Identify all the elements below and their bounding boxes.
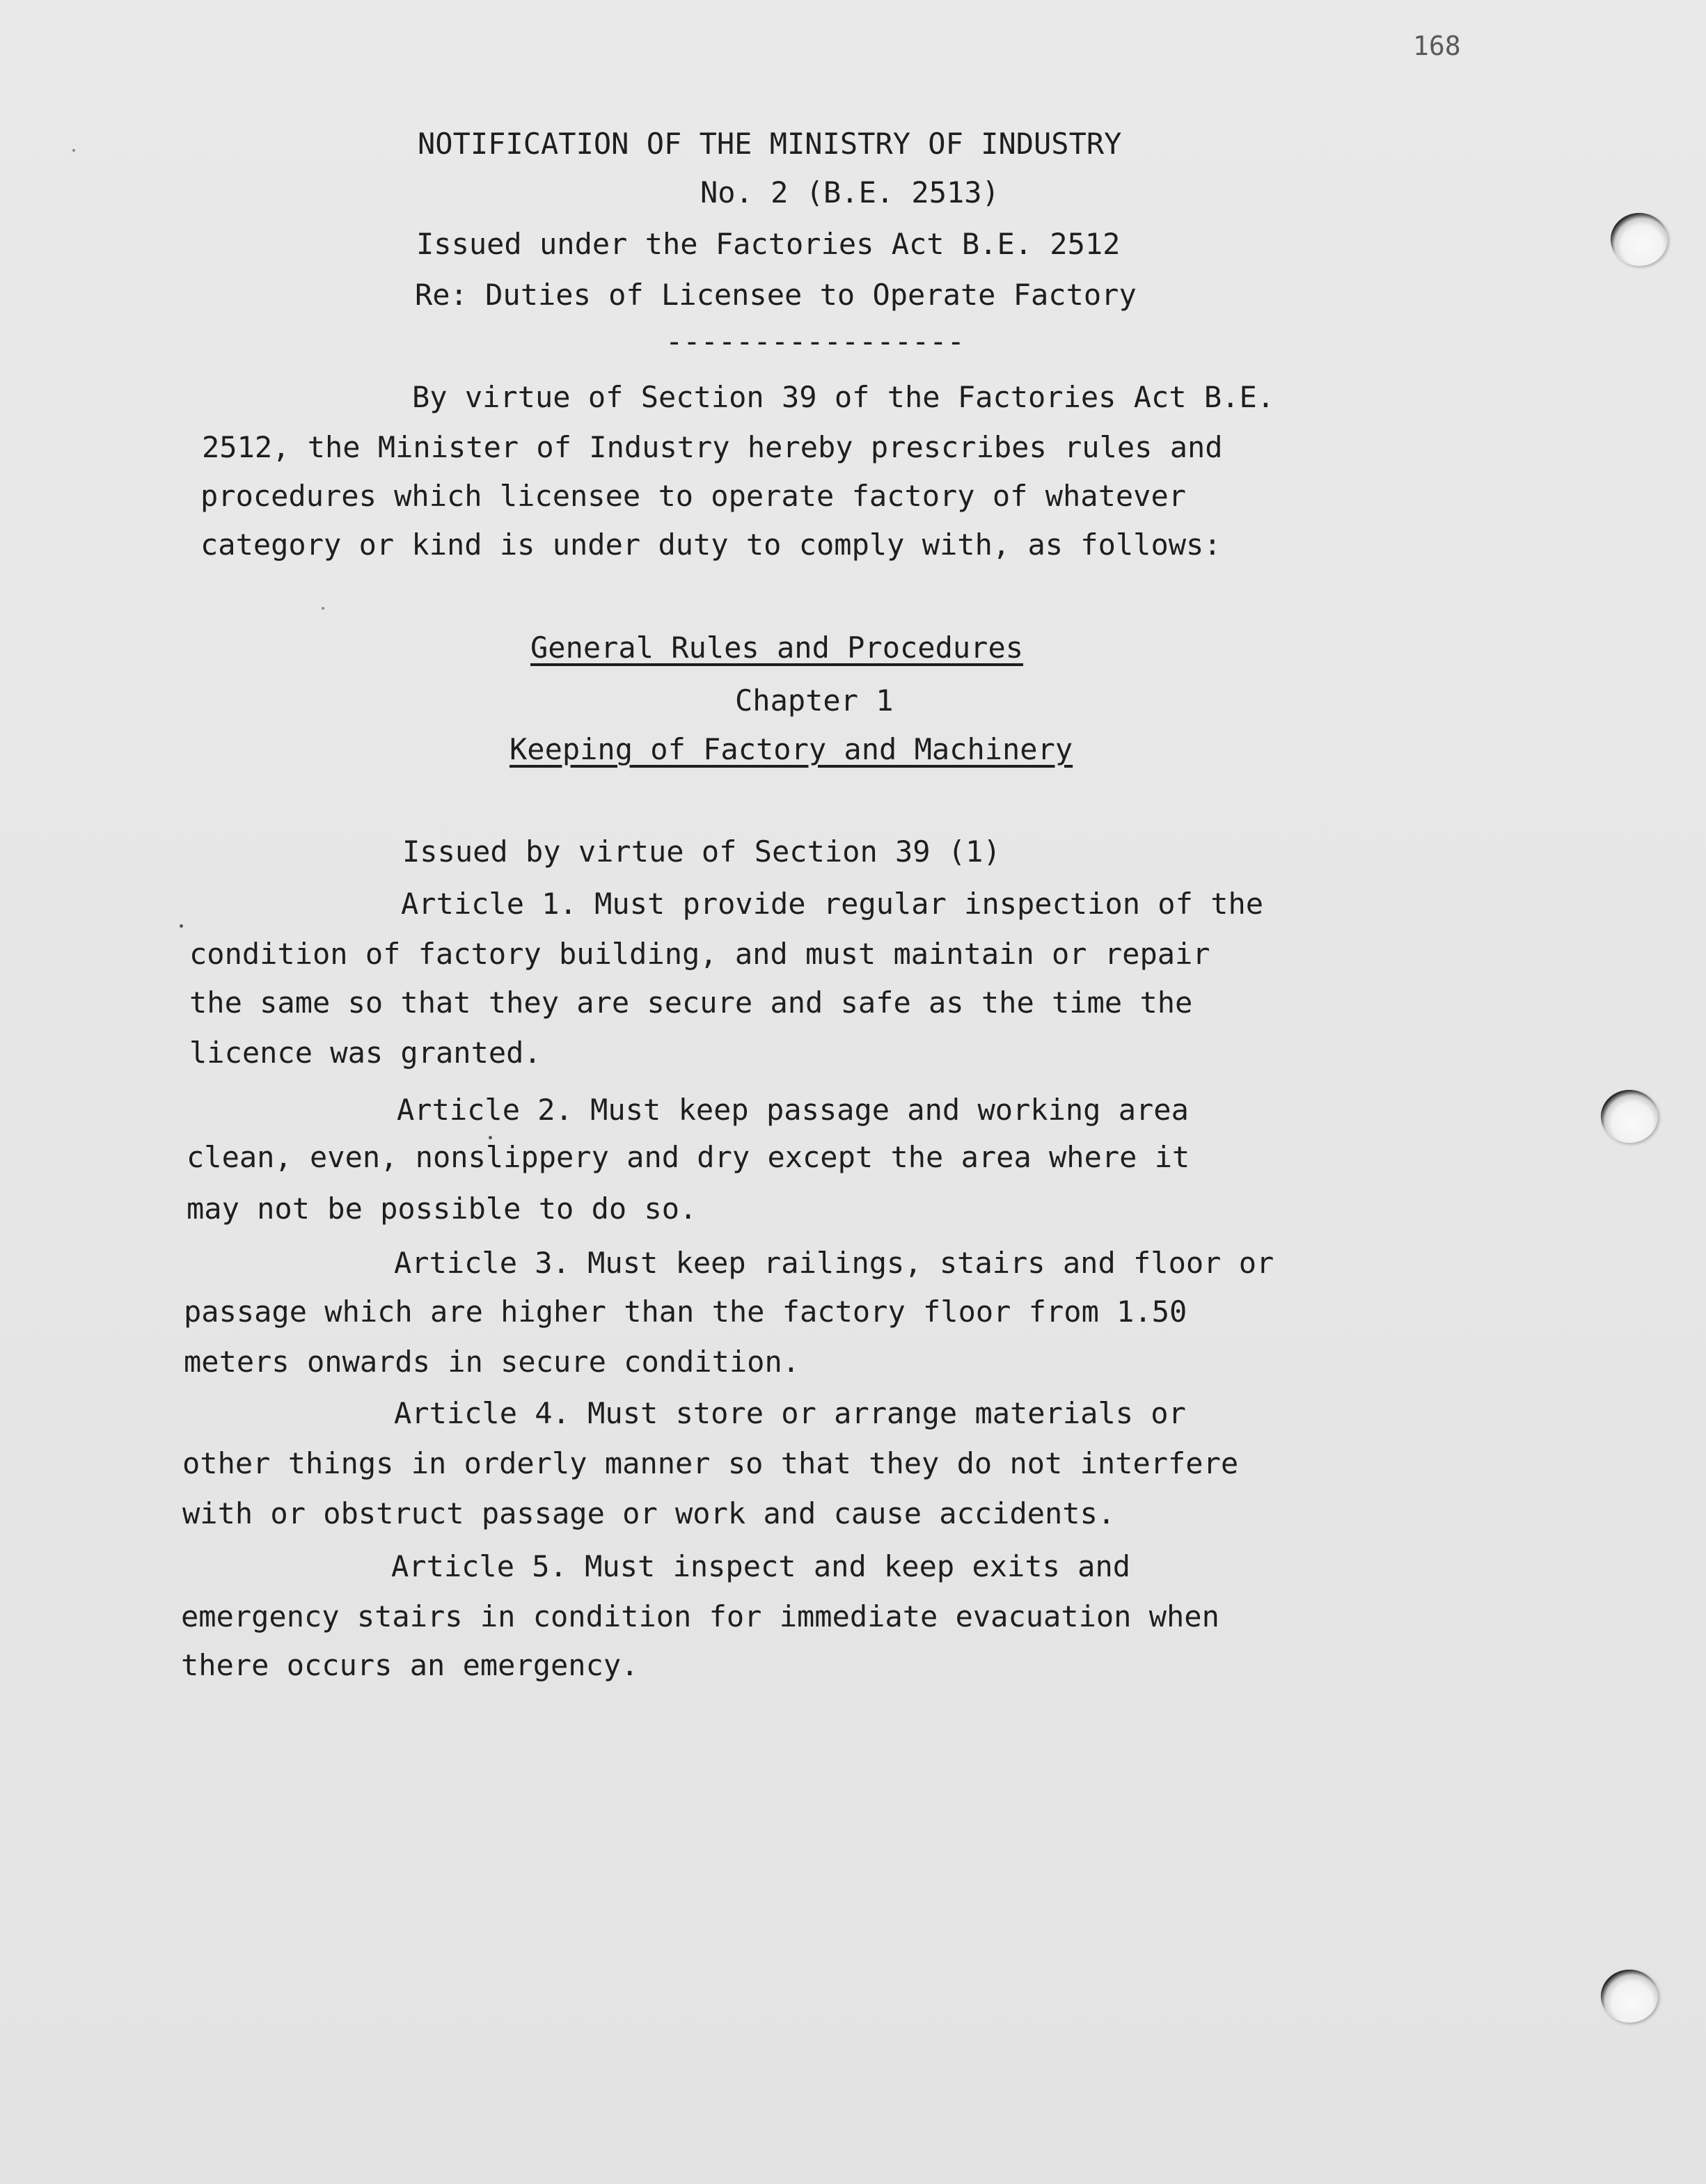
article-2-line: clean, even, nonslippery and dry except the area where it [187,1140,1190,1174]
article-1-line: Article 1. Must provide regular inspection of the [401,887,1264,921]
speck-mark [322,607,324,610]
preamble-line: 2512, the Minister of Industry hereby prescribes rules and [202,430,1223,464]
article-3-line: meters onwards in secure condition. [184,1345,800,1379]
notification-title: NOTIFICATION OF THE MINISTRY OF INDUSTRY [418,127,1122,161]
article-5-line: Article 5. Must inspect and keep exits and [391,1549,1131,1583]
article-1-line: licence was granted. [189,1036,542,1070]
article-4-line: with or obstruct passage or work and cause accidents. [182,1496,1116,1530]
section-heading: General Rules and Procedures [530,631,1024,665]
issued-under-line: Issued under the Factories Act B.E. 2512 [416,227,1121,261]
article-3-line: Article 3. Must keep railings, stairs and floor or [394,1246,1274,1280]
article-1-line: the same so that they are secure and safe as the time the [189,986,1193,1020]
article-1-line: condition of factory building, and must maintain or repair [189,937,1210,971]
header-divider: ----------------- [665,324,965,358]
article-2-line: may not be possible to do so. [187,1192,697,1226]
article-2-line: Article 2. Must keep passage and working area [397,1093,1189,1127]
punch-hole [1601,1090,1658,1143]
chapter-title: Keeping of Factory and Machinery [510,732,1073,766]
speck-mark [72,149,75,152]
article-5-line: there occurs an emergency. [181,1648,639,1682]
article-4-line: other things in orderly manner so that they do not interfere [182,1446,1239,1480]
preamble-line: category or kind is under duty to comply with, as follows: [200,528,1222,562]
subject-line: Re: Duties of Licensee to Operate Factory [415,278,1137,312]
issued-by-line: Issued by virtue of Section 39 (1) [402,834,1001,869]
speck-mark [180,924,183,928]
preamble-line: By virtue of Section 39 of the Factories Act B.E. [412,380,1275,414]
notification-number: No. 2 (B.E. 2513) [700,175,1000,209]
punch-hole [1601,1970,1658,2023]
chapter-label: Chapter 1 [735,683,894,718]
article-4-line: Article 4. Must store or arrange materials or [394,1396,1186,1430]
article-5-line: emergency stairs in condition for immediate evacuation when [181,1599,1219,1633]
preamble-line: procedures which licensee to operate factory of whatever [200,479,1187,513]
article-3-line: passage which are higher than the factory floor from 1.50 [184,1295,1187,1329]
punch-hole [1611,213,1668,266]
speck-mark [489,1136,492,1139]
page-number: 168 [1413,31,1461,61]
